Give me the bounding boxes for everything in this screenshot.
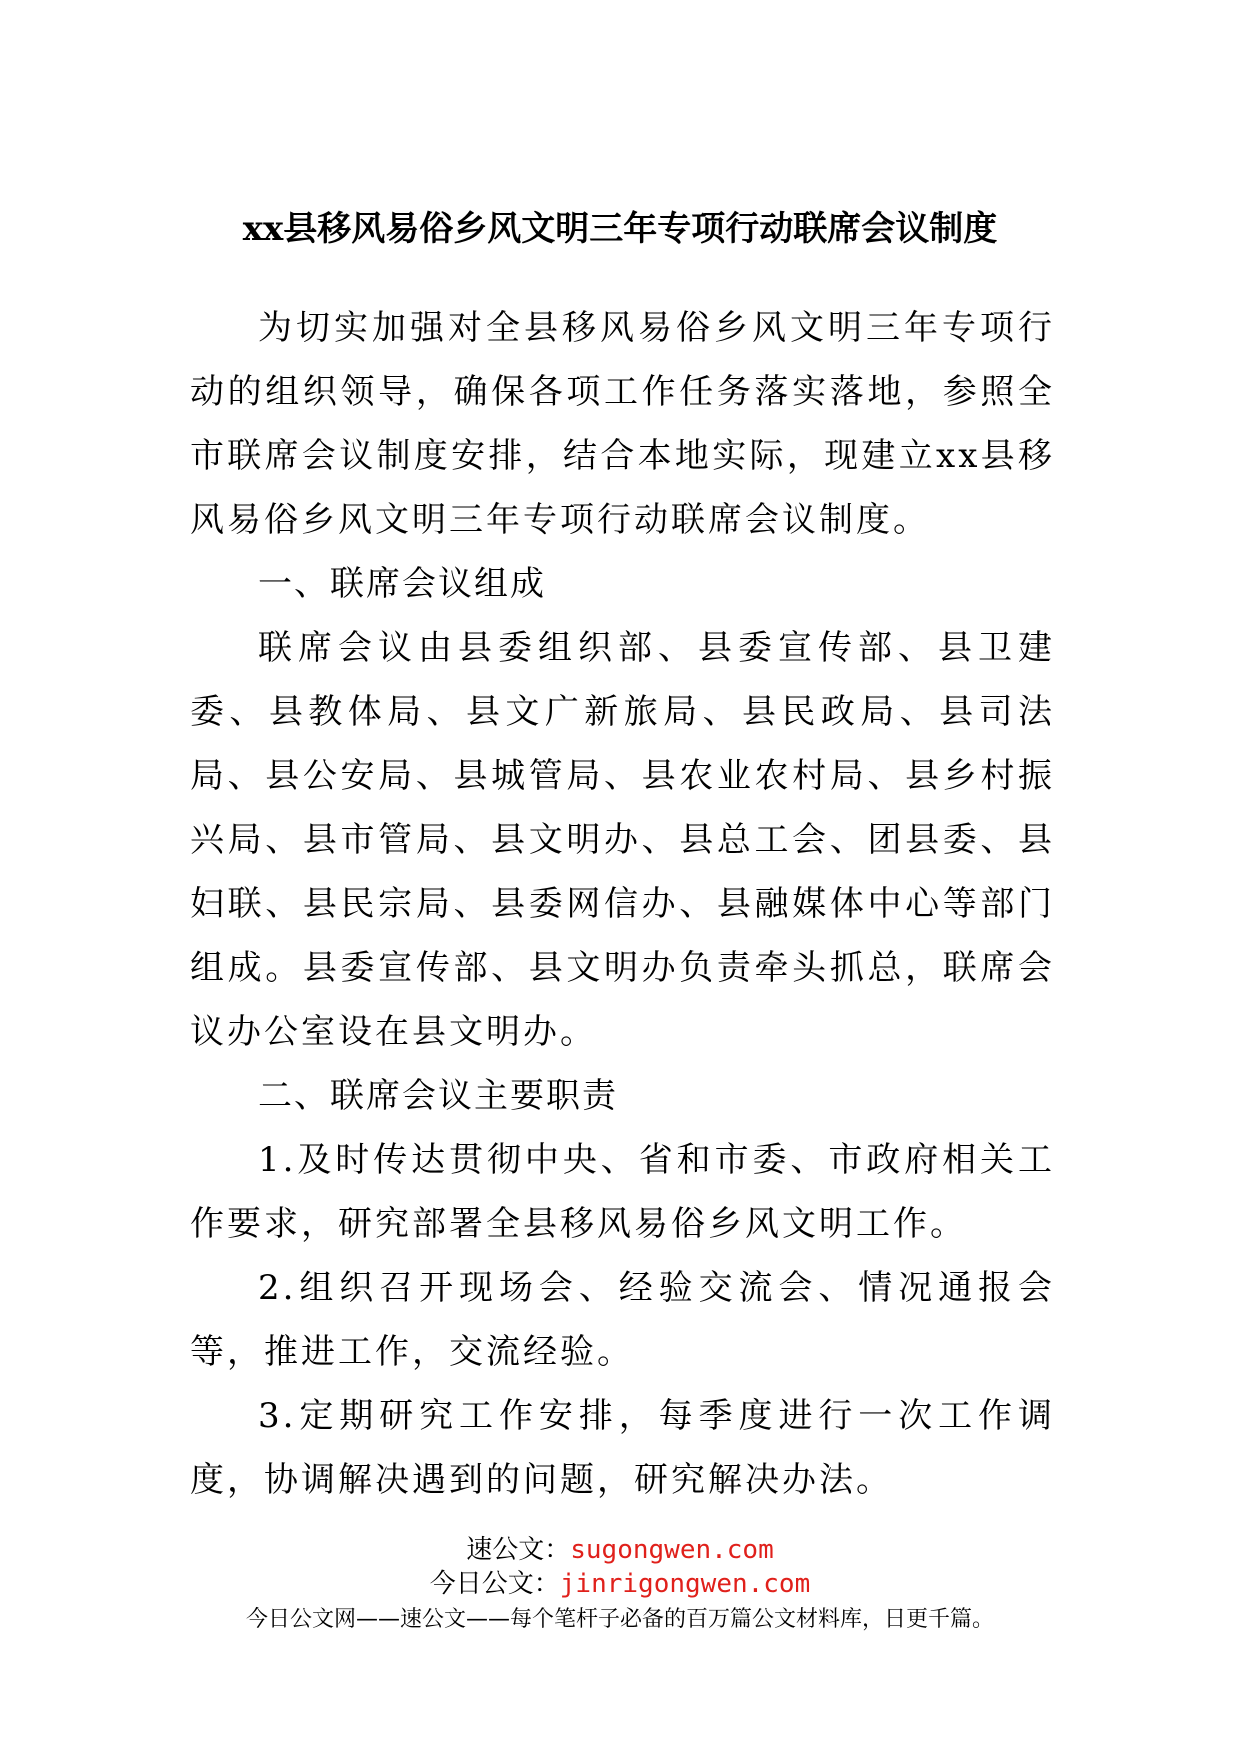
intro-paragraph: 为切实加强对全县移风易俗乡风文明三年专项行动的组织领导，确保各项工作任务落实落地，参照全市联席会议制度安排，结合本地实际，现建立xx县移风易俗乡风文明三年专项行动联席会议制度。 <box>190 308 1055 540</box>
footer-line-sugongwen <box>0 1533 1240 1567</box>
footer-line-jinrigongwen <box>0 1567 1240 1601</box>
document-title: xx县移风易俗乡风文明三年专项行动联席会议制度 <box>242 209 998 249</box>
duty-item-3: 3.定期研究工作安排，每季度进行一次工作调度，协调解决遇到的问题，研究解决办法。 <box>190 1396 1055 1500</box>
duty-item-1: 1.及时传达贯彻中央、省和市委、市政府相关工作要求，研究部署全县移风易俗乡风文明工作。 <box>190 1140 1055 1244</box>
duty-item-2: 2.组织召开现场会、经验交流会、情况通报会等，推进工作，交流经验。 <box>190 1268 1055 1372</box>
section-1-paragraph: 联席会议由县委组织部、县委宣传部、县卫建委、县教体局、县文广新旅局、县民政局、县司法局、县公安局、县城管局、县农业农村局、县乡村振兴局、县市管局、县文明办、县总工会、团县委、县妇联、县民宗局、县委网信办、县融媒体中心等部门组成。县委宣传部、县文明办负责牵头抓总，联席会议办公室设在县文明办。 <box>190 628 1055 1052</box>
footer-link-sugongwen[interactable]: sugongwen.com <box>570 1535 774 1565</box>
page-footer <box>0 1533 1240 1637</box>
footer-label-sugongwen: 速公文： <box>466 1535 571 1565</box>
footer-label-jinrigongwen: 今日公文： <box>429 1569 560 1599</box>
section-2-heading: 二、联席会议主要职责 <box>258 1076 618 1116</box>
footer-slogan: 今日公文网——速公文——每个笔杆子必备的百万篇公文材料库，日更千篇。 <box>245 1607 994 1632</box>
section-1-heading: 一、联席会议组成 <box>258 564 546 604</box>
document-body <box>190 296 1055 1512</box>
footer-link-jinrigongwen[interactable]: jinrigongwen.com <box>559 1569 811 1599</box>
